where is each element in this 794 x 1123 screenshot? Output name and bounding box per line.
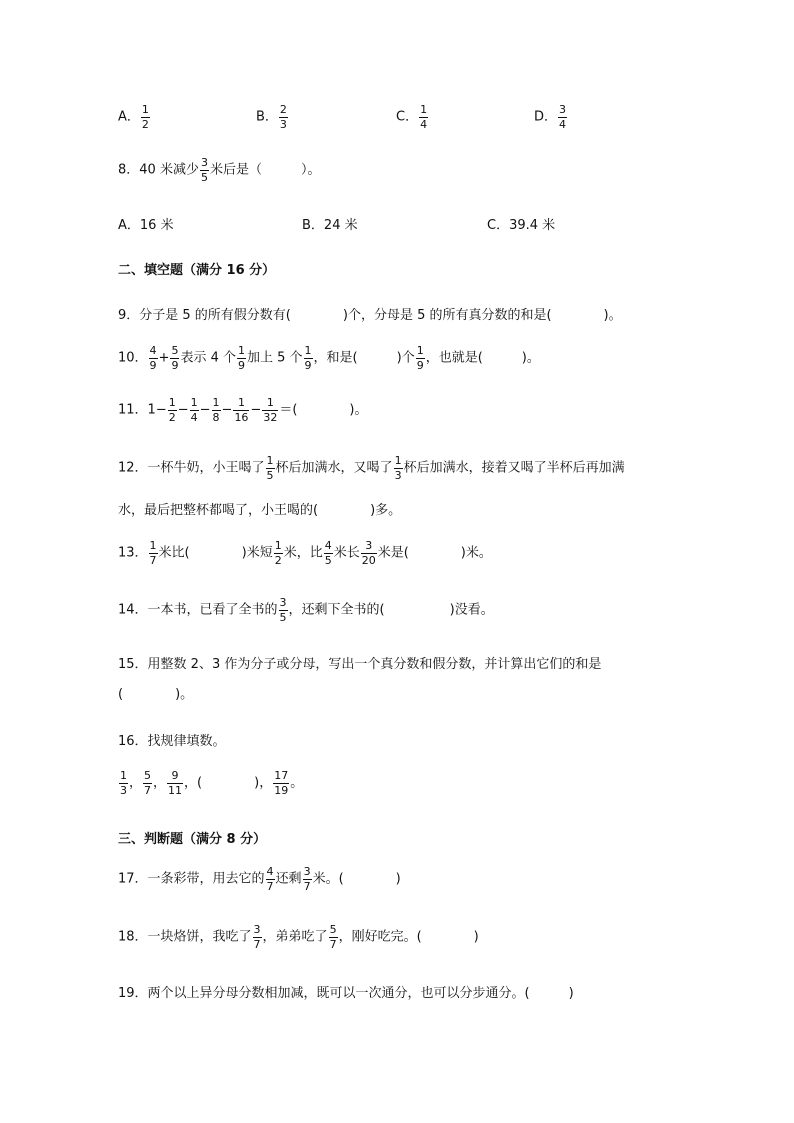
fraction: $\frac{1}{32}$ [263, 396, 278, 424]
fraction: $\frac{1}{3}$ [394, 454, 402, 482]
fraction: $\frac{3}{5}$ [200, 156, 208, 184]
q8-option-a: A．16 米 [118, 218, 174, 233]
q7-option-b: B． $\frac{2}{3}$ [256, 103, 287, 131]
fraction: $\frac{9}{11}$ [168, 769, 183, 797]
q7-option-a: A． $\frac{1}{2}$ [118, 103, 149, 131]
fraction: $\frac{5}{7}$ [329, 923, 337, 951]
fraction: $\frac{1}{9}$ [238, 344, 245, 372]
fraction: $\frac{5}{7}$ [144, 769, 152, 797]
fraction: $\frac{1}{2}$ [274, 539, 282, 567]
fraction: $\frac{1}{7}$ [149, 539, 157, 567]
fraction: $\frac{17}{19}$ [274, 769, 289, 797]
fraction: $\frac{4}{5}$ [324, 539, 332, 567]
fraction: $\frac{1}{9}$ [304, 344, 312, 372]
fraction: $\frac{3}{5}$ [279, 596, 287, 624]
fraction: $\frac{1}{16}$ [234, 396, 249, 424]
fraction: $\frac{1}{2}$ [141, 103, 149, 131]
fraction: $\frac{1}{8}$ [212, 396, 220, 424]
fraction: $\frac{1}{2}$ [168, 396, 176, 424]
question-11: 11．1− $\frac{1}{2}$ − $\frac{1}{4}$ − $\frac{1}{8}$ − $\frac{1}{16}$ − $\frac{1}{32}$ ＝( )。 [118, 396, 368, 424]
question-16-sequence: $\frac{1}{3}$ ， $\frac{5}{7}$ ， $\frac{9}{11}$ ，( )， $\frac{17}{19}$ 。 [120, 769, 304, 797]
fraction: $\frac{4}{9}$ [149, 344, 157, 372]
question-18: 18．一块烙饼，我吃了 $\frac{3}{7}$ ，弟弟吃了 $\frac{5}{7}$ ，刚好吃完。( ) [118, 923, 479, 951]
question-10: 10． $\frac{4}{9}$ + $\frac{5}{9}$ 表示 4 个 $\frac{1}{9}$ 加上 5 个 $\frac{1}{9}$ ，和是( )个 $\frac{1}{9}$ ，也就是( )。 [118, 344, 540, 372]
fraction: $\frac{1}{9}$ [416, 344, 424, 372]
question-15-line-1: 15．用整数 2、3 作为分子或分母，写出一个真分数和假分数，并计算出它们的和是 [118, 657, 602, 672]
fraction: $\frac{3}{4}$ [559, 103, 567, 131]
question-12-line-2: 水，最后把整杯都喝了，小王喝的( )多。 [118, 503, 402, 518]
q7-option-c: C． $\frac{1}{4}$ [396, 103, 428, 131]
fraction: $\frac{3}{7}$ [253, 923, 261, 951]
question-17: 17．一条彩带，用去它的 $\frac{4}{7}$ 还剩 $\frac{3}{7}$ 米。( ) [118, 865, 401, 893]
section-2-heading: 二、填空题（满分 16 分） [118, 263, 276, 278]
fraction: $\frac{3}{7}$ [303, 865, 311, 893]
question-16-title: 16．找规律填数。 [118, 734, 226, 749]
question-8: 8．40 米减少 $\frac{3}{5}$ 米后是（ ）。 [118, 156, 321, 184]
fraction: $\frac{3}{20}$ [361, 539, 376, 567]
section-3-heading: 三、判断题（满分 8 分） [118, 832, 267, 847]
fraction: $\frac{4}{7}$ [266, 865, 274, 893]
fraction: $\frac{1}{3}$ [120, 769, 127, 797]
question-9: 9．分子是 5 的所有假分数有( )个，分母是 5 的所有真分数的和是( )。 [118, 308, 622, 323]
fraction: $\frac{1}{4}$ [420, 103, 428, 131]
fraction: $\frac{2}{3}$ [279, 103, 287, 131]
fraction: $\frac{1}{4}$ [190, 396, 198, 424]
fraction: $\frac{1}{5}$ [266, 454, 274, 482]
q8-option-b: B．24 米 [302, 218, 358, 233]
question-12-line-1: 12．一杯牛奶，小王喝了 $\frac{1}{5}$ 杯后加满水，又喝了 $\frac{1}{3}$ 杯后加满水，接着又喝了半杯后再加满 [118, 454, 625, 482]
question-15-line-2: ( )。 [118, 687, 194, 702]
fraction: $\frac{5}{9}$ [171, 344, 179, 372]
question-13: 13． $\frac{1}{7}$ 米比( )米短 $\frac{1}{2}$ 米，比 $\frac{4}{5}$ 米长 $\frac{3}{20}$ 米是( )米。 [118, 539, 492, 567]
q8-option-c: C．39.4 米 [487, 218, 556, 233]
question-14: 14．一本书，已看了全书的 $\frac{3}{5}$ ，还剩下全书的( )没看。 [118, 596, 494, 624]
question-19: 19．两个以上异分母分数相加减，既可以一次通分，也可以分步通分。( ) [118, 986, 574, 1001]
q7-option-d: D． $\frac{3}{4}$ [534, 103, 567, 131]
